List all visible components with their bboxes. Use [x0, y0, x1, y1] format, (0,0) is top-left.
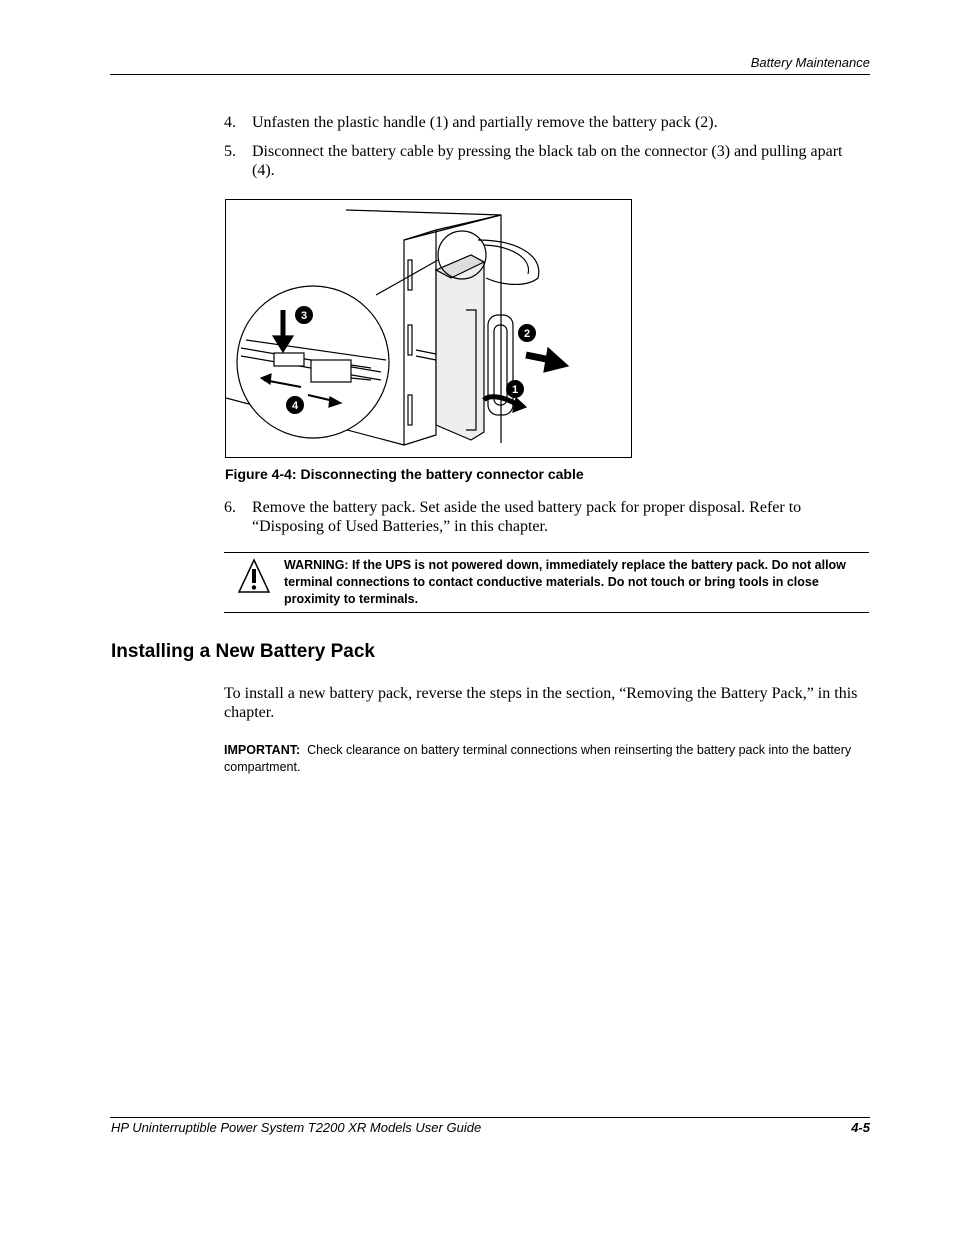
warning-triangle-icon [237, 558, 271, 594]
footer-rule [110, 1117, 870, 1118]
step-4 [224, 113, 860, 132]
figure-caption: Figure 4-4: Disconnecting the battery connector cable [225, 466, 584, 482]
callout-label: 2 [523, 328, 531, 340]
step-number: 4. [224, 114, 236, 131]
warning-top-rule [224, 552, 869, 553]
step-text: Disconnect the battery cable by pressing the black tab on the connector (3) and pulling apart (4). [252, 143, 843, 179]
step-6 [224, 498, 860, 536]
warning-text: WARNING: If the UPS is not powered down, immediately replace the battery pack. Do not allow terminal connections to contact conductive materials. Do not touch or bring tools in close proximity to terminals. [284, 558, 846, 606]
footer-title: HP Uninterruptible Power System T2200 XR Models User Guide [111, 1120, 482, 1135]
callout-label: 1 [511, 384, 519, 396]
step-number: 5. [224, 143, 236, 160]
section-paragraph: To install a new battery pack, reverse the steps in the section, “Removing the Battery Pack,” in this chapter. [224, 685, 858, 721]
section-heading: Installing a New Battery Pack [111, 641, 375, 662]
page-number: 4-5 [851, 1120, 870, 1135]
callout-label: 3 [300, 310, 308, 322]
step-number: 6. [224, 499, 236, 516]
step-text: Remove the battery pack. Set aside the used battery pack for proper disposal. Refer to “Disposing of Used Batteries,” in this chapter. [252, 499, 802, 535]
step-5 [224, 142, 860, 180]
important-note [224, 742, 868, 776]
figure-illustration [225, 199, 632, 458]
step-text: Unfasten the plastic handle (1) and partially remove the battery pack (2). [252, 114, 718, 131]
battery-removal-illustration [226, 200, 631, 457]
important-text: Check clearance on battery terminal connections when reinserting the battery pack into the battery compartment. [224, 743, 852, 774]
callout-label: 4 [291, 400, 299, 412]
warning-bottom-rule [224, 612, 869, 613]
running-header: Battery Maintenance [750, 55, 870, 70]
header-rule [110, 74, 870, 75]
important-label: IMPORTANT: [224, 743, 301, 757]
